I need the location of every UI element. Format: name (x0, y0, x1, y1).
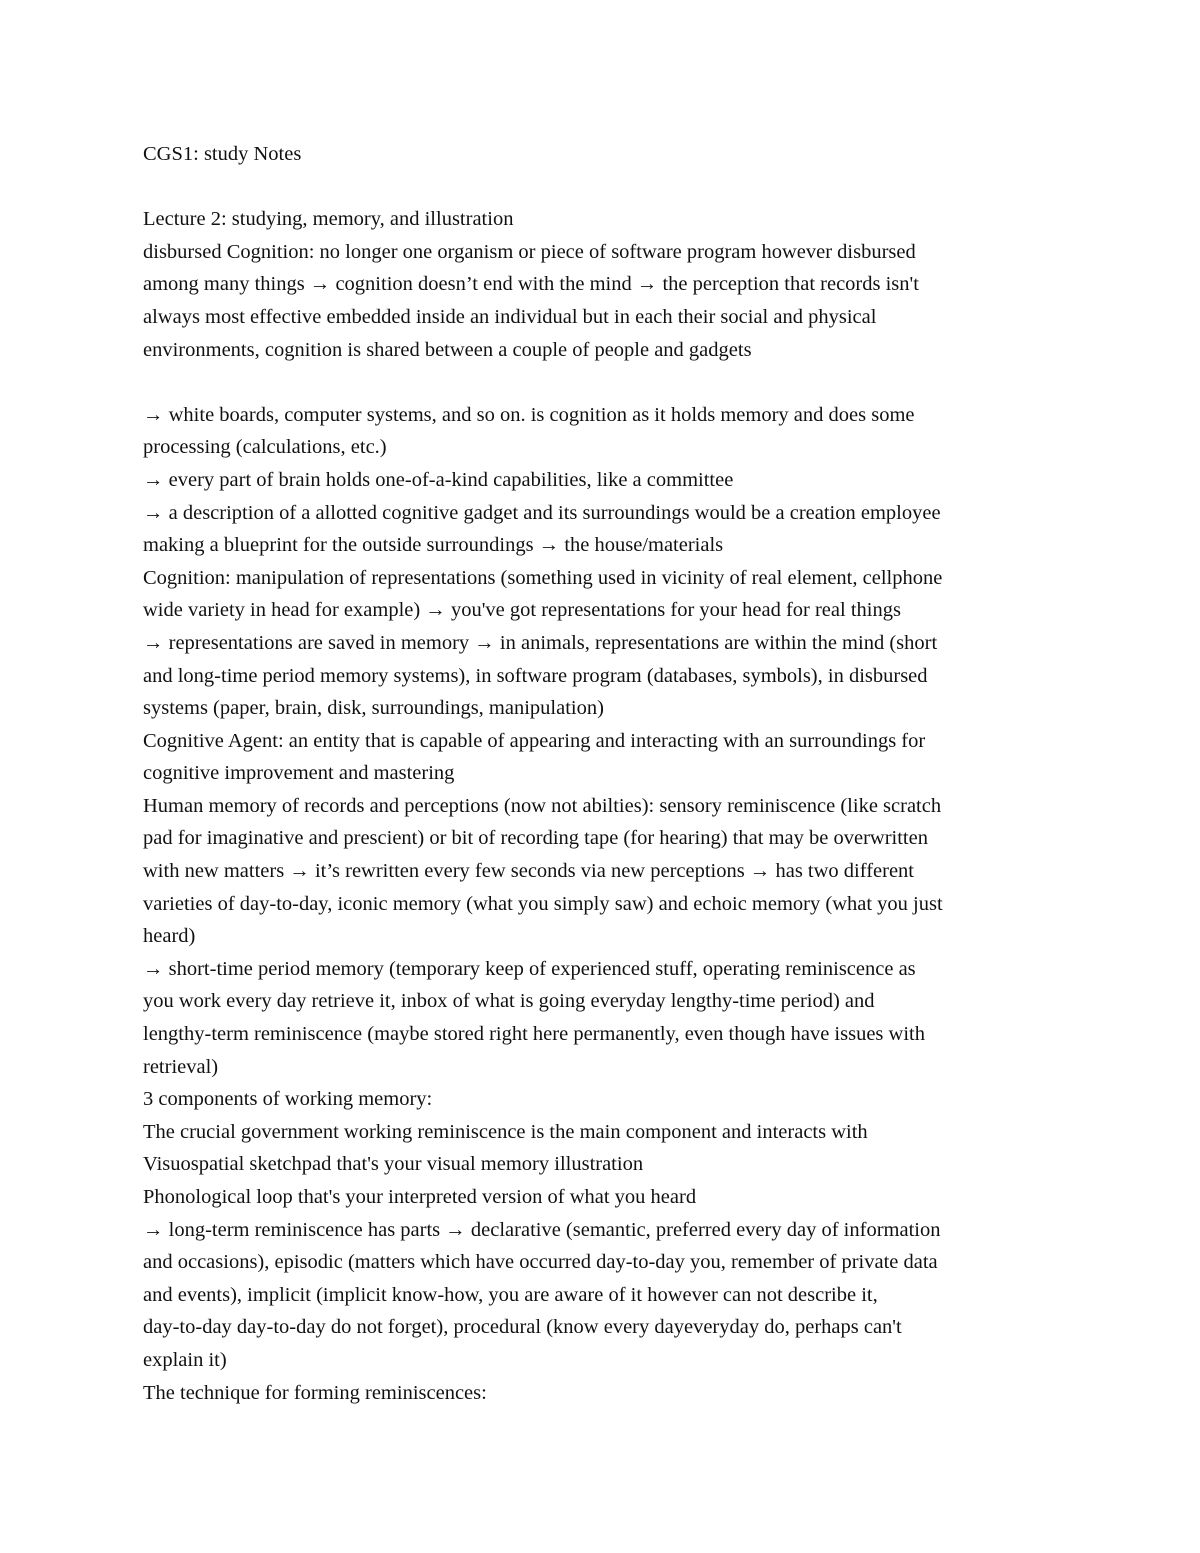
blank-line (143, 366, 1073, 399)
blank-line (143, 171, 1073, 204)
text-line: with new matters → it’s rewritten every few seconds via new perceptions → has two different (143, 860, 914, 883)
text-line: cognitive improvement and mastering (143, 762, 455, 785)
text-line: and events), implicit (implicit know-how, you are aware of it however can not describe it, (143, 1283, 878, 1306)
text-line: always most effective embedded inside an individual but in each their social and physical (143, 305, 877, 328)
text-line: making a blueprint for the outside surroundings → the house/materials (143, 534, 724, 557)
text-line: retrieval) (143, 1055, 219, 1078)
text-line: 3 components of working memory: (143, 1088, 433, 1111)
text-line: environments, cognition is shared between a couple of people and gadgets (143, 338, 752, 361)
paragraph-notes (143, 399, 1073, 1409)
text-line: among many things → cognition doesn’t end with the mind → the perception that records isn't (143, 273, 919, 296)
lecture-heading: Lecture 2: studying, memory, and illustration (143, 208, 514, 231)
text-line: → a description of a allotted cognitive gadget and its surroundings would be a creation employee (143, 501, 941, 524)
text-line: The technique for forming reminiscences: (143, 1381, 487, 1404)
text-line: → white boards, computer systems, and so on. is cognition as it holds memory and does some (143, 403, 915, 426)
document-title: CGS1: study Notes (143, 143, 302, 165)
text-line: → long-term reminiscence has parts → declarative (semantic, preferred every day of information (143, 1218, 941, 1241)
text-line: → every part of brain holds one-of-a-kind capabilities, like a committee (143, 468, 734, 491)
text-line: and occasions), episodic (matters which have occurred day-to-day you, remember of private data (143, 1251, 938, 1274)
text-line: Cognitive Agent: an entity that is capable of appearing and interacting with an surroundings for (143, 729, 926, 752)
text-line: Human memory of records and perceptions (now not abilties): sensory reminiscence (like scratch (143, 794, 942, 817)
text-line: pad for imaginative and prescient) or bit of recording tape (for hearing) that may be overwritten (143, 827, 928, 850)
text-line: processing (calculations, etc.) (143, 436, 387, 459)
paragraph-distributed-cognition (143, 236, 1073, 366)
text-line: systems (paper, brain, disk, surroundings, manipulation) (143, 697, 604, 720)
text-line: Cognition: manipulation of representations (something used in vicinity of real element, cellphone (143, 566, 943, 589)
text-line: explain it) (143, 1348, 227, 1371)
text-line: → short-time period memory (temporary keep of experienced stuff, operating reminiscence as (143, 957, 916, 980)
document-body (143, 138, 1073, 1409)
text-line: lengthy-term reminiscence (maybe stored right here permanently, even though have issues with (143, 1023, 925, 1046)
text-line: day-to-day day-to-day do not forget), procedural (know every dayeveryday do, perhaps can't (143, 1316, 902, 1339)
text-line: wide variety in head for example) → you've got representations for your head for real things (143, 599, 901, 622)
text-line: Visuospatial sketchpad that's your visual memory illustration (143, 1153, 644, 1176)
text-line: The crucial government working reminiscence is the main component and interacts with (143, 1120, 868, 1143)
text-line: heard) (143, 925, 196, 948)
text-line: you work every day retrieve it, inbox of what is going everyday lengthy-time period) and (143, 990, 875, 1013)
text-line: disbursed Cognition: no longer one organism or piece of software program however disbursed (143, 240, 916, 263)
text-line: and long-time period memory systems), in software program (databases, symbols), in disbursed (143, 664, 928, 687)
text-line: → representations are saved in memory → in animals, representations are within the mind (short (143, 631, 938, 654)
text-line: Phonological loop that's your interpreted version of what you heard (143, 1186, 697, 1208)
text-line: varieties of day-to-day, iconic memory (what you simply saw) and echoic memory (what you just (143, 892, 943, 915)
